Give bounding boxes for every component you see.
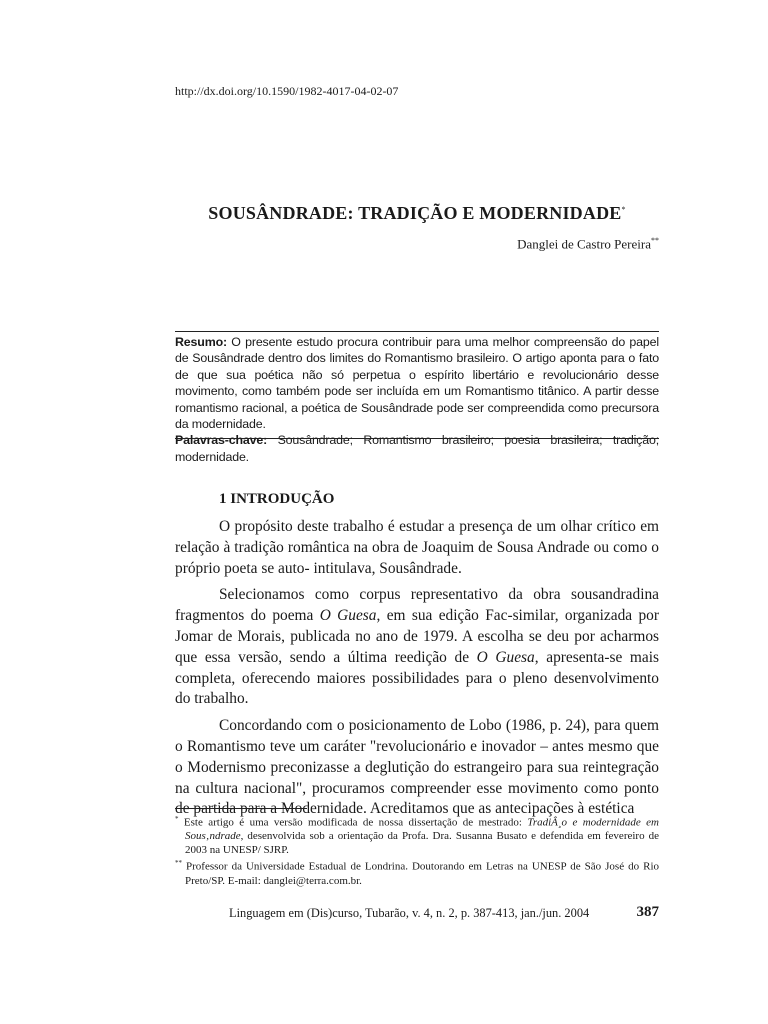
body-text bbox=[175, 517, 659, 826]
footnote-2-mark: ** bbox=[175, 859, 182, 868]
footnote-separator bbox=[175, 808, 307, 809]
keywords-label: Palavras-chave: bbox=[175, 433, 268, 448]
article-title bbox=[175, 203, 659, 224]
page-number: 387 bbox=[636, 904, 659, 920]
abstract-bottom-rule bbox=[175, 438, 659, 439]
footnote-2-text: Professor da Universidade Estadual de Londrina. Doutorando em Letras na UNESP de São José do Rio Preto/SP. E-mail: danglei@terra.com.br. bbox=[185, 861, 660, 887]
footnote-2 bbox=[175, 857, 659, 888]
abstract-block bbox=[175, 334, 659, 465]
resumo-paragraph bbox=[175, 334, 659, 432]
work-title-italic: O Guesa bbox=[319, 607, 377, 625]
author-name bbox=[517, 236, 659, 252]
resumo-label: Resumo: bbox=[175, 335, 227, 349]
footnote-1-text-a: Este artigo é uma versão modificada de nossa dissertação de mestrado: bbox=[183, 816, 528, 829]
footnote-1-text-b: , desenvolvida sob a orientação da Profa. Dra. Susanna Busato e defendida em fevereiro de 2003 na UNESP/ SJRP. bbox=[185, 830, 659, 856]
resumo-text: O presente estudo procura contribuir para uma melhor compreensão do papel de Sousândrade dentro dos limites do Romantismo brasileiro. O artigo aponta para o fato de que sua poética não só perpetua o espírito libertário e revolucionário desse movimento, como também pode ser incluída em um Romantismo titânico. A partir desse romantismo racional, a poética de Sousândrade pode ser compreendida como precursora da modernidade. bbox=[175, 335, 659, 432]
author-footnote-mark: ** bbox=[651, 236, 659, 245]
footnote-1 bbox=[175, 813, 659, 857]
article-title-text: SOUSÂNDRADE: TRADIÇÃO E MODERNIDADE bbox=[208, 203, 622, 223]
body-paragraph-2-part-b: , em sua edição Fac-similar, organizada por Jomar de Morais, publicada no ano de 1979. A escolha se deu por acharmos que essa versão, sendo a última reedição de bbox=[175, 607, 659, 666]
section-heading: 1 INTRODUÇÃO bbox=[219, 491, 335, 507]
keywords-text: Sousândrade; Romantismo brasileiro; poesia brasileira; tradição; modernidade. bbox=[175, 433, 660, 464]
body-paragraph-2-part-c: , apresenta-se mais completa, oferecendo maiores possibilidades para o pleno desenvolvimento do trabalho. bbox=[175, 648, 659, 708]
body-paragraph-2 bbox=[175, 585, 659, 710]
footnotes bbox=[175, 813, 659, 888]
body-paragraph-3: Concordando com o posicionamento de Lobo (1986, p. 24), para quem o Romantismo teve um caráter "revolucionário e inovador – antes mesmo que o Modernismo preconizasse a deglutição do estrangeiro para sua reintegração na cultura nacional", procuramos compreender esse movimento como ponto de partida para a Modernidade. Acreditamos que as antecipações à estética bbox=[175, 717, 659, 818]
work-title-italic: O Guesa bbox=[476, 648, 535, 666]
title-footnote-mark: * bbox=[621, 205, 626, 214]
abstract-top-rule bbox=[175, 331, 659, 332]
body-paragraph-2-part-a: Selecionamos como corpus representativo da obra sousandradina fragmentos do poema bbox=[175, 586, 659, 625]
author-name-text: Danglei de Castro Pereira bbox=[517, 236, 651, 252]
body-paragraph-1: O propósito deste trabalho é estudar a presença de um olhar crítico em relação à tradição romântica na obra de Joaquim de Sousa Andrade ou como o próprio poeta se auto- intitulava, Sousândrade. bbox=[175, 518, 659, 577]
footnote-1-italic: TradiÂ¸o e modernidade em Sous‚ndrade bbox=[185, 816, 660, 843]
doi-link[interactable]: http://dx.doi.org/10.1590/1982-4017-04-02-07 bbox=[175, 84, 399, 98]
footnote-1-mark: * bbox=[175, 815, 179, 823]
journal-citation: Linguagem em (Dis)curso, Tubarão, v. 4, n. 2, p. 387-413, jan./jun. 2004 bbox=[229, 906, 590, 920]
